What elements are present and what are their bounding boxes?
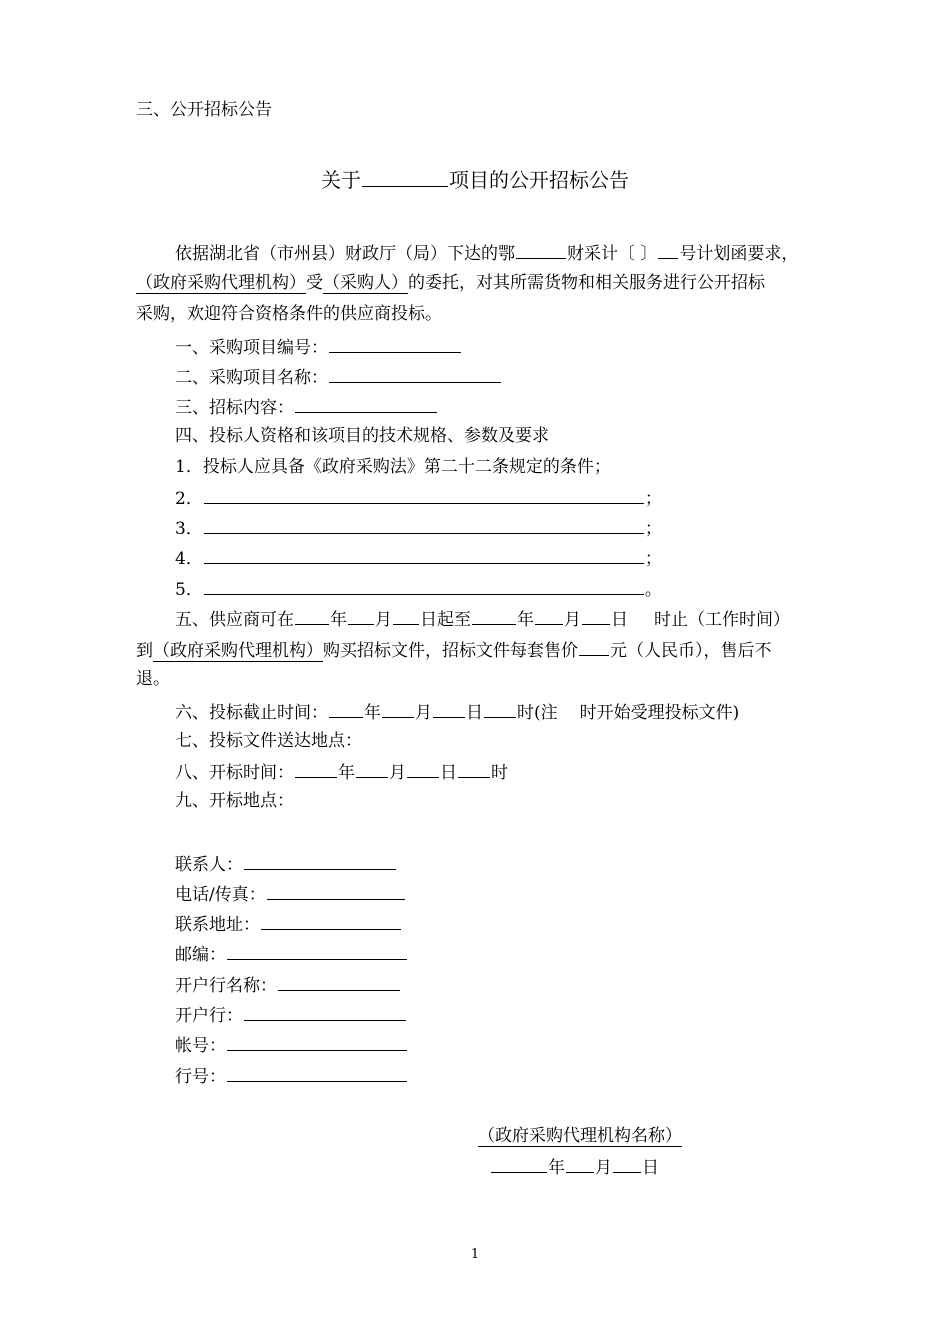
contact-label: 帐号： (175, 1036, 226, 1056)
unit: 月 (375, 610, 392, 630)
contact-label: 联系人： (175, 855, 243, 875)
blank (278, 972, 400, 991)
item-8 (175, 759, 508, 785)
item-9: 九、开标地点： (175, 791, 294, 811)
blank (244, 1002, 406, 1021)
contact-label: 开户行： (175, 1006, 243, 1026)
requirement-3 (175, 515, 662, 541)
intro-text: 的委托，对其所需货物和相关服务进行公开招标 (408, 273, 765, 293)
item-label: 三、招标内容： (175, 398, 294, 418)
blank (329, 334, 461, 353)
title-suffix: 项目的公开招标公告 (449, 168, 629, 192)
unit: 日 (440, 763, 457, 783)
project-name-blank (362, 168, 448, 187)
contact-label: 邮编： (175, 945, 226, 965)
blank (484, 699, 516, 718)
blank (582, 606, 610, 625)
blank (295, 759, 337, 778)
intro-text: 受 (306, 273, 323, 293)
blank (516, 240, 566, 259)
blank (329, 699, 363, 718)
req-number: 2． (175, 489, 203, 509)
contact-bank-no (175, 1063, 408, 1089)
blank (407, 759, 439, 778)
contact-account (175, 1032, 408, 1058)
contact-label: 行号： (175, 1067, 226, 1087)
req-number: 4． (175, 549, 203, 569)
contact-zip (175, 941, 408, 967)
item-4: 四、投标人资格和该项目的技术规格、参数及要求 (175, 426, 549, 446)
blank (433, 699, 465, 718)
punct: 。 (644, 580, 662, 600)
item-label: 八、开标时间： (175, 763, 294, 783)
punct: ； (644, 519, 662, 539)
blank (204, 545, 644, 564)
requirement-5 (175, 576, 662, 602)
blank (382, 699, 414, 718)
contact-person (175, 851, 397, 877)
signature-agency (478, 1124, 682, 1148)
blank (566, 1154, 594, 1173)
unit: 时 (491, 763, 508, 783)
page-number: 1 (470, 1247, 480, 1262)
blank (204, 576, 644, 595)
blank (613, 1154, 641, 1173)
req-number: 5． (175, 580, 203, 600)
agency-name-placeholder: （政府采购代理机构名称） (478, 1126, 682, 1146)
agency-placeholder: （政府采购代理机构） (153, 641, 323, 661)
intro-line-2 (136, 271, 765, 295)
item-label: 一、采购项目编号： (175, 338, 328, 358)
item-label: 六、投标截止时间： (175, 703, 328, 723)
unit: 月 (415, 703, 432, 723)
blank (472, 606, 516, 625)
blank (227, 1063, 407, 1082)
blank (658, 240, 678, 259)
title-prefix: 关于 (321, 168, 361, 192)
requirement-4 (175, 545, 662, 571)
requirement-2 (175, 485, 662, 511)
item-2 (175, 364, 502, 390)
item-1 (175, 334, 462, 360)
contact-address (175, 911, 402, 937)
section-heading: 三、公开招标公告 (136, 100, 272, 120)
unit: 月 (564, 610, 581, 630)
blank (295, 606, 329, 625)
blank (267, 881, 405, 900)
item-3 (175, 394, 438, 420)
intro-line-3: 采购，欢迎符合资格条件的供应商投标。 (136, 304, 442, 324)
req-number: 3． (175, 519, 203, 539)
contact-label: 电话/传真： (175, 885, 266, 905)
item-label: 二、采购项目名称： (175, 368, 328, 388)
punct: ； (644, 549, 662, 569)
blank (261, 911, 401, 930)
blank (491, 1154, 547, 1173)
signature-date (490, 1154, 659, 1180)
unit: 年 (517, 610, 534, 630)
unit: 日 (642, 1158, 659, 1178)
unit: 年 (330, 610, 347, 630)
notice-title (0, 166, 950, 194)
blank (329, 364, 501, 383)
unit: 年 (364, 703, 381, 723)
intro-line-1 (175, 240, 798, 266)
blank (244, 851, 396, 870)
contact-label: 开户行名称： (175, 976, 277, 996)
unit: 年 (338, 763, 355, 783)
item-6 (175, 699, 739, 725)
contact-phone (175, 881, 406, 907)
unit: 日 (611, 610, 628, 630)
unit: 时开始受理投标文件) (579, 703, 740, 723)
blank (227, 1032, 407, 1051)
text: 到 (136, 641, 153, 661)
agency-placeholder: （政府采购代理机构） (136, 273, 306, 293)
item-label: 五、供应商可在 (175, 610, 294, 630)
contact-label: 联系地址： (175, 915, 260, 935)
unit: 时(注 (517, 703, 558, 723)
unit: 时止（工作时间） (654, 610, 790, 630)
blank (204, 485, 644, 504)
unit: 日 (466, 703, 483, 723)
text: 元（人民币），售后不 (610, 641, 772, 661)
item-5-line-3: 退。 (136, 669, 170, 689)
item-5-line-1 (175, 606, 790, 632)
text: 购买招标文件，招标文件每套售价 (323, 641, 578, 661)
unit: 月 (389, 763, 406, 783)
blank (204, 515, 644, 534)
blank (348, 606, 374, 625)
requirement-1: 1．投标人应具备《政府采购法》第二十二条规定的条件； (175, 457, 611, 477)
blank (458, 759, 490, 778)
buyer-placeholder: （采购人） (323, 273, 408, 293)
intro-text: 号计划函要求， (679, 244, 799, 264)
blank (579, 637, 609, 656)
contact-bank (175, 1002, 407, 1028)
item-5-line-2 (136, 637, 772, 663)
blank (356, 759, 388, 778)
unit: 月 (595, 1158, 612, 1178)
blank (227, 941, 407, 960)
item-7: 七、投标文件送达地点： (175, 731, 362, 751)
intro-text: 财采计〔 〕 (567, 244, 658, 264)
punct: ； (644, 489, 662, 509)
intro-text: 依据湖北省（市州县）财政厅（局）下达的鄂 (175, 244, 515, 264)
unit: 日起至 (420, 610, 471, 630)
unit: 年 (548, 1158, 565, 1178)
blank (393, 606, 419, 625)
contact-bank-name (175, 972, 401, 998)
blank (295, 394, 437, 413)
blank (535, 606, 563, 625)
